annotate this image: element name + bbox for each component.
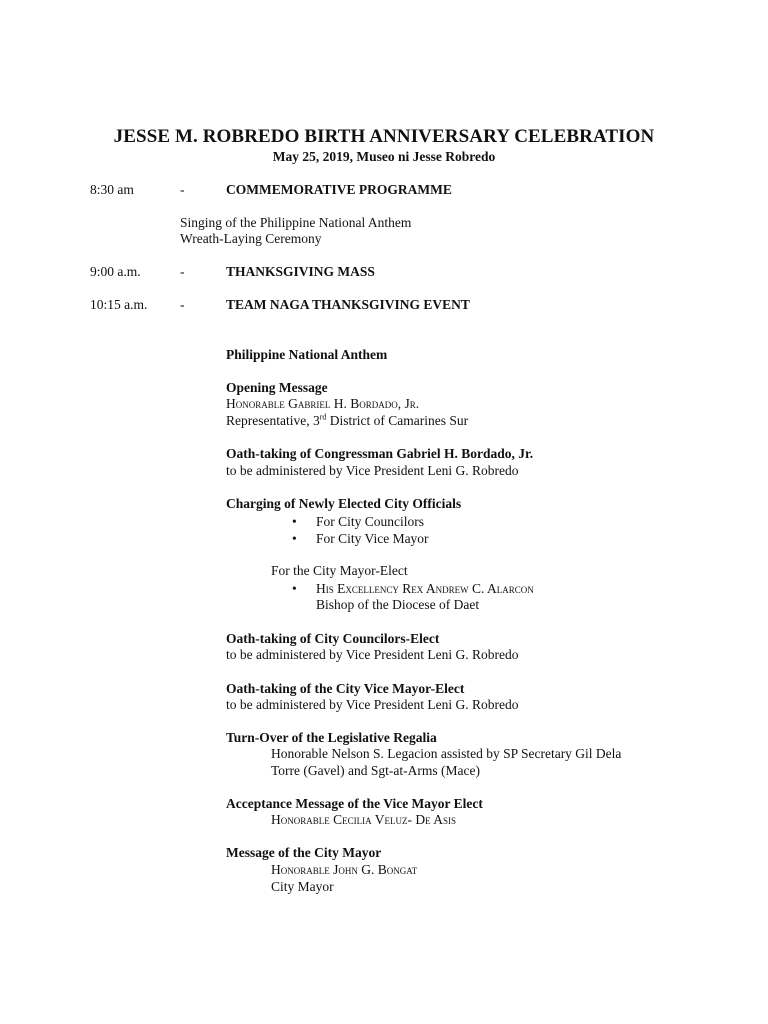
charging-mayor-label: For the City Mayor-Elect <box>271 563 408 578</box>
opening-heading: Opening Message <box>226 380 328 395</box>
schedule-event-3: TEAM NAGA THANKSGIVING EVENT <box>226 297 470 312</box>
schedule-time-3: 10:15 a.m. <box>90 297 148 312</box>
bullet-icon: • <box>292 514 297 529</box>
opening-role: Representative, 3rd District of Camarines Sur <box>226 412 469 428</box>
acceptance-heading: Acceptance Message of the Vice Mayor Elect <box>226 796 483 811</box>
document-title: JESSE M. ROBREDO BIRTH ANNIVERSARY CELEBRATION <box>113 126 655 147</box>
regalia-line-2: Torre (Gavel) and Sgt-at-Arms (Mace) <box>271 763 480 778</box>
schedule-dash-3: - <box>180 297 185 312</box>
acceptance-speaker: Honorable Cecilia Veluz- De Asis <box>271 812 456 827</box>
oath-councilors-heading: Oath-taking of City Councilors-Elect <box>226 631 440 646</box>
schedule-dash-1: - <box>180 182 185 197</box>
charging-mayor-speaker: His Excellency Rex Andrew C. Alarcon <box>316 581 534 596</box>
schedule-event-2: THANKSGIVING MASS <box>226 264 375 279</box>
regalia-heading: Turn-Over of the Legislative Regalia <box>226 730 437 745</box>
mayor-message-role: City Mayor <box>271 879 334 894</box>
oath-congressman-heading: Oath-taking of Congressman Gabriel H. Bordado, Jr. <box>226 446 534 461</box>
bullet-icon: • <box>292 531 297 546</box>
mayor-message-speaker: Honorable John G. Bongat <box>271 862 418 877</box>
charging-heading: Charging of Newly Elected City Officials <box>226 496 462 511</box>
commemorative-item-1: Singing of the Philippine National Anthem <box>180 215 412 230</box>
schedule-event-1: COMMEMORATIVE PROGRAMME <box>226 182 452 197</box>
oath-vice-mayor-note: to be administered by Vice President Leni G. Robredo <box>226 697 519 712</box>
bullet-icon: • <box>292 581 297 596</box>
charging-bullet-2: For City Vice Mayor <box>316 531 429 546</box>
oath-congressman-note: to be administered by Vice President Leni G. Robredo <box>226 463 519 478</box>
schedule-time-2: 9:00 a.m. <box>90 264 141 279</box>
charging-bullet-1: For City Councilors <box>316 514 425 529</box>
schedule-dash-2: - <box>180 264 185 279</box>
schedule-time-1: 8:30 am <box>90 182 134 197</box>
mayor-message-heading: Message of the City Mayor <box>226 845 382 860</box>
oath-vice-mayor-heading: Oath-taking of the City Vice Mayor-Elect <box>226 681 465 696</box>
regalia-line-1: Honorable Nelson S. Legacion assisted by SP Secretary Gil Dela <box>271 746 622 761</box>
opening-speaker: Honorable Gabriel H. Bordado, Jr. <box>226 396 420 411</box>
oath-councilors-note: to be administered by Vice President Leni G. Robredo <box>226 647 519 662</box>
document-subtitle: May 25, 2019, Museo ni Jesse Robredo <box>272 149 496 164</box>
commemorative-item-2: Wreath-Laying Ceremony <box>180 231 322 246</box>
program-anthem: Philippine National Anthem <box>226 347 388 362</box>
charging-mayor-role: Bishop of the Diocese of Daet <box>316 597 480 612</box>
